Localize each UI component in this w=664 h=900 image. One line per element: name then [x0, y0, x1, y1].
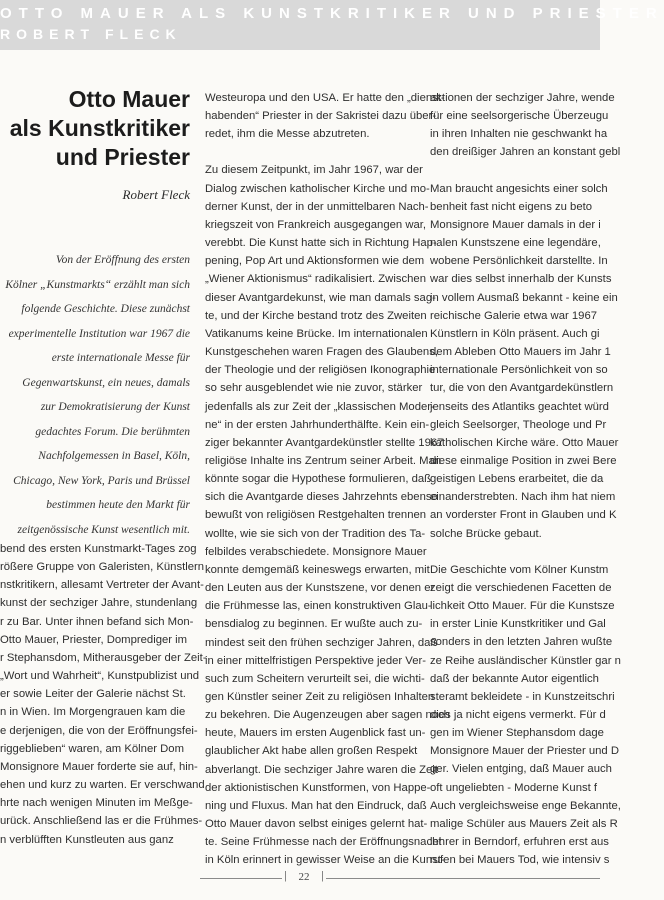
text-line: daß der bekannte Autor eigentlich	[430, 672, 599, 685]
text-line: bewußt von religiösen Restgehalten trennen	[205, 509, 427, 522]
text-line: wollte, wie sie sich von der Tradition des Ta-	[205, 527, 426, 540]
text-line: der aktionistischen Kunstformen, von Happe-	[205, 781, 431, 794]
text-line: pening, Pop Art und Aktionsformen wie dem	[205, 255, 425, 268]
text-line: Monsignore Mauer damals in der i	[430, 218, 601, 231]
body-column-1	[0, 540, 207, 849]
text-line: malige Schüler aus Mauers Zeit als R	[430, 817, 618, 830]
article-title-line-3: und Priester	[55, 144, 190, 170]
intro-line: experimentelle Institution war 1967 die	[8, 327, 190, 340]
text-line: sich die Avantgarde dieses Jahrzehnts ebenso	[205, 491, 438, 504]
text-line: te, und der Kirche bestand trotz des Zweiten	[205, 309, 427, 322]
text-line: in ihren Inhalten nie geschwankt ha	[430, 128, 608, 141]
footer-ornament-left: |	[284, 870, 287, 882]
text-line: in erster Linie Kunstkritiker und Gal	[430, 618, 606, 631]
intro-line: Kölner „Kunstmarkts“ erzählt man sich	[5, 278, 190, 291]
paragraph-gap	[205, 143, 413, 161]
text-line: den dreißiger Jahren an konstant gebl	[430, 146, 621, 159]
text-line: die Frühmesse las, einen konstruktiven Glau-	[205, 600, 432, 613]
text-line: bensdialog zu beginnen. Er wußte auch zu-	[205, 618, 423, 631]
text-line: ziger bekannter Avantgardekünstler stellte 1967	[205, 436, 444, 449]
text-line: einanderstrebten. Nach ihm hat niem	[430, 491, 616, 504]
paragraph-gap	[430, 162, 600, 180]
text-line: ne“ in der ersten Jahrhunderthälfte. Kein ein-	[205, 418, 430, 431]
text-line: ehen und kurz zu warten. Er verschwand	[0, 779, 205, 792]
text-line: dieser Avantgardekunst, wie man damals sag-	[205, 291, 436, 304]
text-line: lichkeit Otto Mauer. Für die Kunstsze	[430, 600, 615, 613]
text-line: Künstlern in Köln präsent. Auch gi	[430, 327, 600, 340]
text-line: so sehr ausgeblendet wie nie zuvor, stärker	[205, 382, 423, 395]
text-line: hrte nach wenigen Minuten im Meßge-	[0, 797, 193, 810]
body-column-2	[205, 89, 450, 870]
text-line: such zum Scheitern verurteilt sei, die wichti-	[205, 672, 425, 685]
text-line: jedenfalls als zur Zeit der „klassischen Moder-	[205, 400, 435, 413]
text-line: e derjenigen, die von der Eröffnungsfei-	[0, 724, 198, 737]
running-header-title: OTTO MAUER ALS KUNSTKRITIKER UND PRIESTER	[0, 5, 664, 22]
text-line: „Wort und Wahrheit“, Kunstpublizist und	[0, 670, 200, 683]
text-line: r zu Bar. Unter ihnen befand sich Mon-	[0, 615, 194, 628]
text-line: aktionen der sechziger Jahre, wende	[430, 92, 615, 104]
text-line: derner Kunst, der in der unmittelbaren Nach-	[205, 200, 429, 213]
text-line: dem Ableben Otto Mauers im Jahr 1	[430, 346, 611, 359]
text-line: internationale Persönlichkeit von so	[430, 364, 608, 377]
text-line: benheit fast nicht eigens zu beto	[430, 200, 593, 213]
text-line: n verblüfften Kunstleuten aus ganz	[0, 833, 174, 846]
text-line: katholischen Kirche wäre. Otto Mauer	[430, 436, 619, 449]
text-line: bend des ersten Kunstmarkt-Tages zog	[0, 543, 197, 555]
text-line: für eine seelsorgerische Überzeugu	[430, 110, 609, 123]
text-line: nalen Kunstszene eine legendäre,	[430, 237, 601, 250]
text-line: Westeuropa und den USA. Er hatte den „dienst-	[205, 92, 445, 104]
text-line: Dialog zwischen katholischer Kirche und mo-	[205, 182, 430, 195]
text-line: dies ja nicht eigens vermerkt. Für d	[430, 709, 606, 721]
footer-ornament-right: |	[321, 870, 324, 882]
text-line: rößere Gruppe von Galeristen, Künstlern	[0, 561, 205, 574]
intro-line: Chicago, New York, Paris und Brüssel	[13, 474, 190, 487]
article-title	[8, 85, 190, 172]
intro-line: zur Demokratisierung der Kunst	[40, 401, 190, 413]
text-line: er sowie Leiter der Galerie nächst St.	[0, 688, 186, 701]
text-line: in Köln erinnert in gewisser Weise an die Kunst-	[205, 854, 445, 867]
text-line: an vorderster Front in Glauben und K	[430, 509, 617, 522]
text-line: rufen bei Mauers Tod, wie intensiv s	[430, 854, 610, 867]
text-line: riggeblieben“ waren, am Kölner Dom	[0, 742, 184, 755]
text-line: n in Wien. Im Morgengrauen kam die	[0, 706, 186, 719]
text-line: Otto Mauer, Priester, Domprediger im	[0, 633, 188, 646]
text-line: solche Brücke gebaut.	[430, 527, 542, 540]
text-line: Die Geschichte vom Kölner Kunstm	[430, 563, 609, 576]
text-line: felbildes verabschiedete. Monsignore Mauer	[205, 545, 427, 558]
text-line: Monsignore Mauer forderte sie auf, hin-	[0, 760, 198, 773]
text-line: ze Reihe ausländischer Künstler gar n	[430, 654, 621, 667]
text-line: tur, die von den Avantgardekünstlern	[430, 382, 614, 395]
intro-paragraph	[4, 248, 190, 542]
text-line: verebbt. Die Kunst hatte sich in Richtung Hap-	[205, 237, 437, 250]
text-line: Otto Mauer davon selbst einiges gelernt hat-	[205, 818, 428, 831]
text-line: konnte demgemäß keineswegs erwarten, mit	[205, 563, 430, 576]
footer-rule-left	[200, 878, 282, 879]
intro-line: Von der Eröffnung des ersten	[55, 254, 190, 266]
text-line: ger. Vielen entging, daß Mauer auch	[430, 763, 612, 776]
page-number: 22	[298, 871, 310, 883]
text-line: Man braucht angesichts einer solch	[430, 182, 608, 195]
text-line: kriegszeit von Frankreich ausgegangen war,	[205, 218, 427, 231]
text-line: abverlangt. Die sechziger Jahre waren die Zeit	[205, 763, 438, 776]
text-line: redet, ihm die Messe abzutreten.	[205, 128, 370, 141]
text-line: Auch vergleichsweise enge Bekannte,	[430, 799, 621, 812]
author-byline: Robert Fleck	[122, 187, 190, 202]
footer-rule-right	[326, 878, 600, 879]
text-line: gen im Wiener Stephansdom dage	[430, 727, 604, 740]
text-line: oft ungeliebten - Moderne Kunst f	[430, 781, 598, 794]
text-line: religiöse Inhalte ins Zentrum seiner Arbeit. Man	[205, 454, 442, 467]
paragraph-gap	[430, 543, 600, 561]
text-line: in vollem Ausmaß bekannt - keine ein	[430, 291, 618, 304]
intro-line: Gegenwartskunst, ein neues, damals	[22, 376, 190, 389]
text-line: reichische Galerie etwa war 1967	[430, 309, 598, 322]
running-header-author: ROBERT FLECK	[0, 26, 182, 42]
text-line: „Wiener Aktionismus“ radikalisiert. Zwischen	[205, 273, 426, 286]
text-line: mindest seit den frühen sechziger Jahren, daß	[205, 636, 438, 649]
text-line: jenseits des Atlantiks geachtet würd	[430, 400, 609, 413]
text-line: sonders in den letzten Jahren wußte	[430, 636, 613, 649]
text-line: geistigen Lebens erarbeitet, die da	[430, 473, 604, 486]
intro-line: erste internationale Messe für	[51, 352, 190, 364]
text-line: r Stephansdom, Mitherausgeber der Zeit-	[0, 651, 207, 664]
text-line: Kunstgeschehen waren Fragen des Glaubens,	[205, 346, 438, 359]
text-line: zeigt die verschiedenen Facetten de	[430, 581, 612, 594]
text-line: in einer mittelfristigen Perspektive jeder Ver-	[205, 654, 427, 667]
text-line: steramt bekleidete - in Kunstzeitschri	[430, 690, 615, 703]
running-header	[0, 0, 664, 50]
text-line: habenden“ Priester in der Sakristei dazu über-	[205, 110, 437, 123]
text-line: gleich Seelsorger, Theologe und Pr	[430, 418, 607, 431]
text-line: wobene Persönlichkeit darstellte. In	[430, 255, 608, 268]
text-line: könnte sogar die Hypothese formulieren, daß	[205, 473, 432, 486]
page-footer	[200, 868, 600, 888]
text-line: Zu diesem Zeitpunkt, im Jahr 1967, war der	[205, 164, 423, 177]
intro-line: zeitgenössische Kunst wesentlich mit.	[17, 523, 190, 536]
text-line: gen Künstler seiner Zeit zu religiösen Inhalten	[205, 691, 435, 703]
text-line: der Theologie und der religiösen Ikonographie	[205, 364, 436, 377]
text-line: zu bekehren. Die Augenzeugen aber sagen noch	[205, 709, 450, 722]
intro-line: gedachtes Forum. Die berühmten	[35, 425, 190, 438]
article-title-line-1: Otto Mauer	[68, 86, 190, 112]
text-line: nstkritikern, allesamt Vertreter der Avant-	[0, 579, 204, 592]
text-line: urück. Anschließend las er die Frühmes-	[0, 815, 203, 828]
article-title-line-2: als Kunstkritiker	[9, 115, 190, 141]
text-line: glaublicher Akt habe allen großen Respekt	[205, 745, 418, 758]
text-line: heute, Mauers im ersten Augenblick fast un-	[205, 727, 426, 740]
text-line: te. Seine Frühmesse nach der Eröffnungsnacht	[205, 836, 442, 849]
text-line: ning und Fluxus. Man hat den Eindruck, daß	[205, 799, 427, 812]
text-line: Vatikanums keine Brücke. Im internationalen	[205, 327, 428, 340]
text-line: diese einmalige Position in zwei Bere	[430, 454, 617, 467]
intro-line: folgende Geschichte. Diese zunächst	[21, 303, 190, 315]
intro-line: Nachfolgemessen in Basel, Köln,	[38, 450, 190, 462]
body-column-3	[430, 89, 621, 869]
text-line: Monsignore Mauer der Priester und D	[430, 745, 619, 758]
text-line: lehrer in Berndorf, erfuhren erst aus	[430, 836, 609, 849]
text-line: den Leuten aus der Kunstszene, vor denen er	[205, 582, 435, 595]
intro-line: bestimmen heute den Markt für	[46, 499, 190, 511]
text-line: war dies selbst innerhalb der Kunsts	[430, 273, 612, 286]
text-line: kunst der sechziger Jahre, stundenlang	[0, 597, 198, 610]
